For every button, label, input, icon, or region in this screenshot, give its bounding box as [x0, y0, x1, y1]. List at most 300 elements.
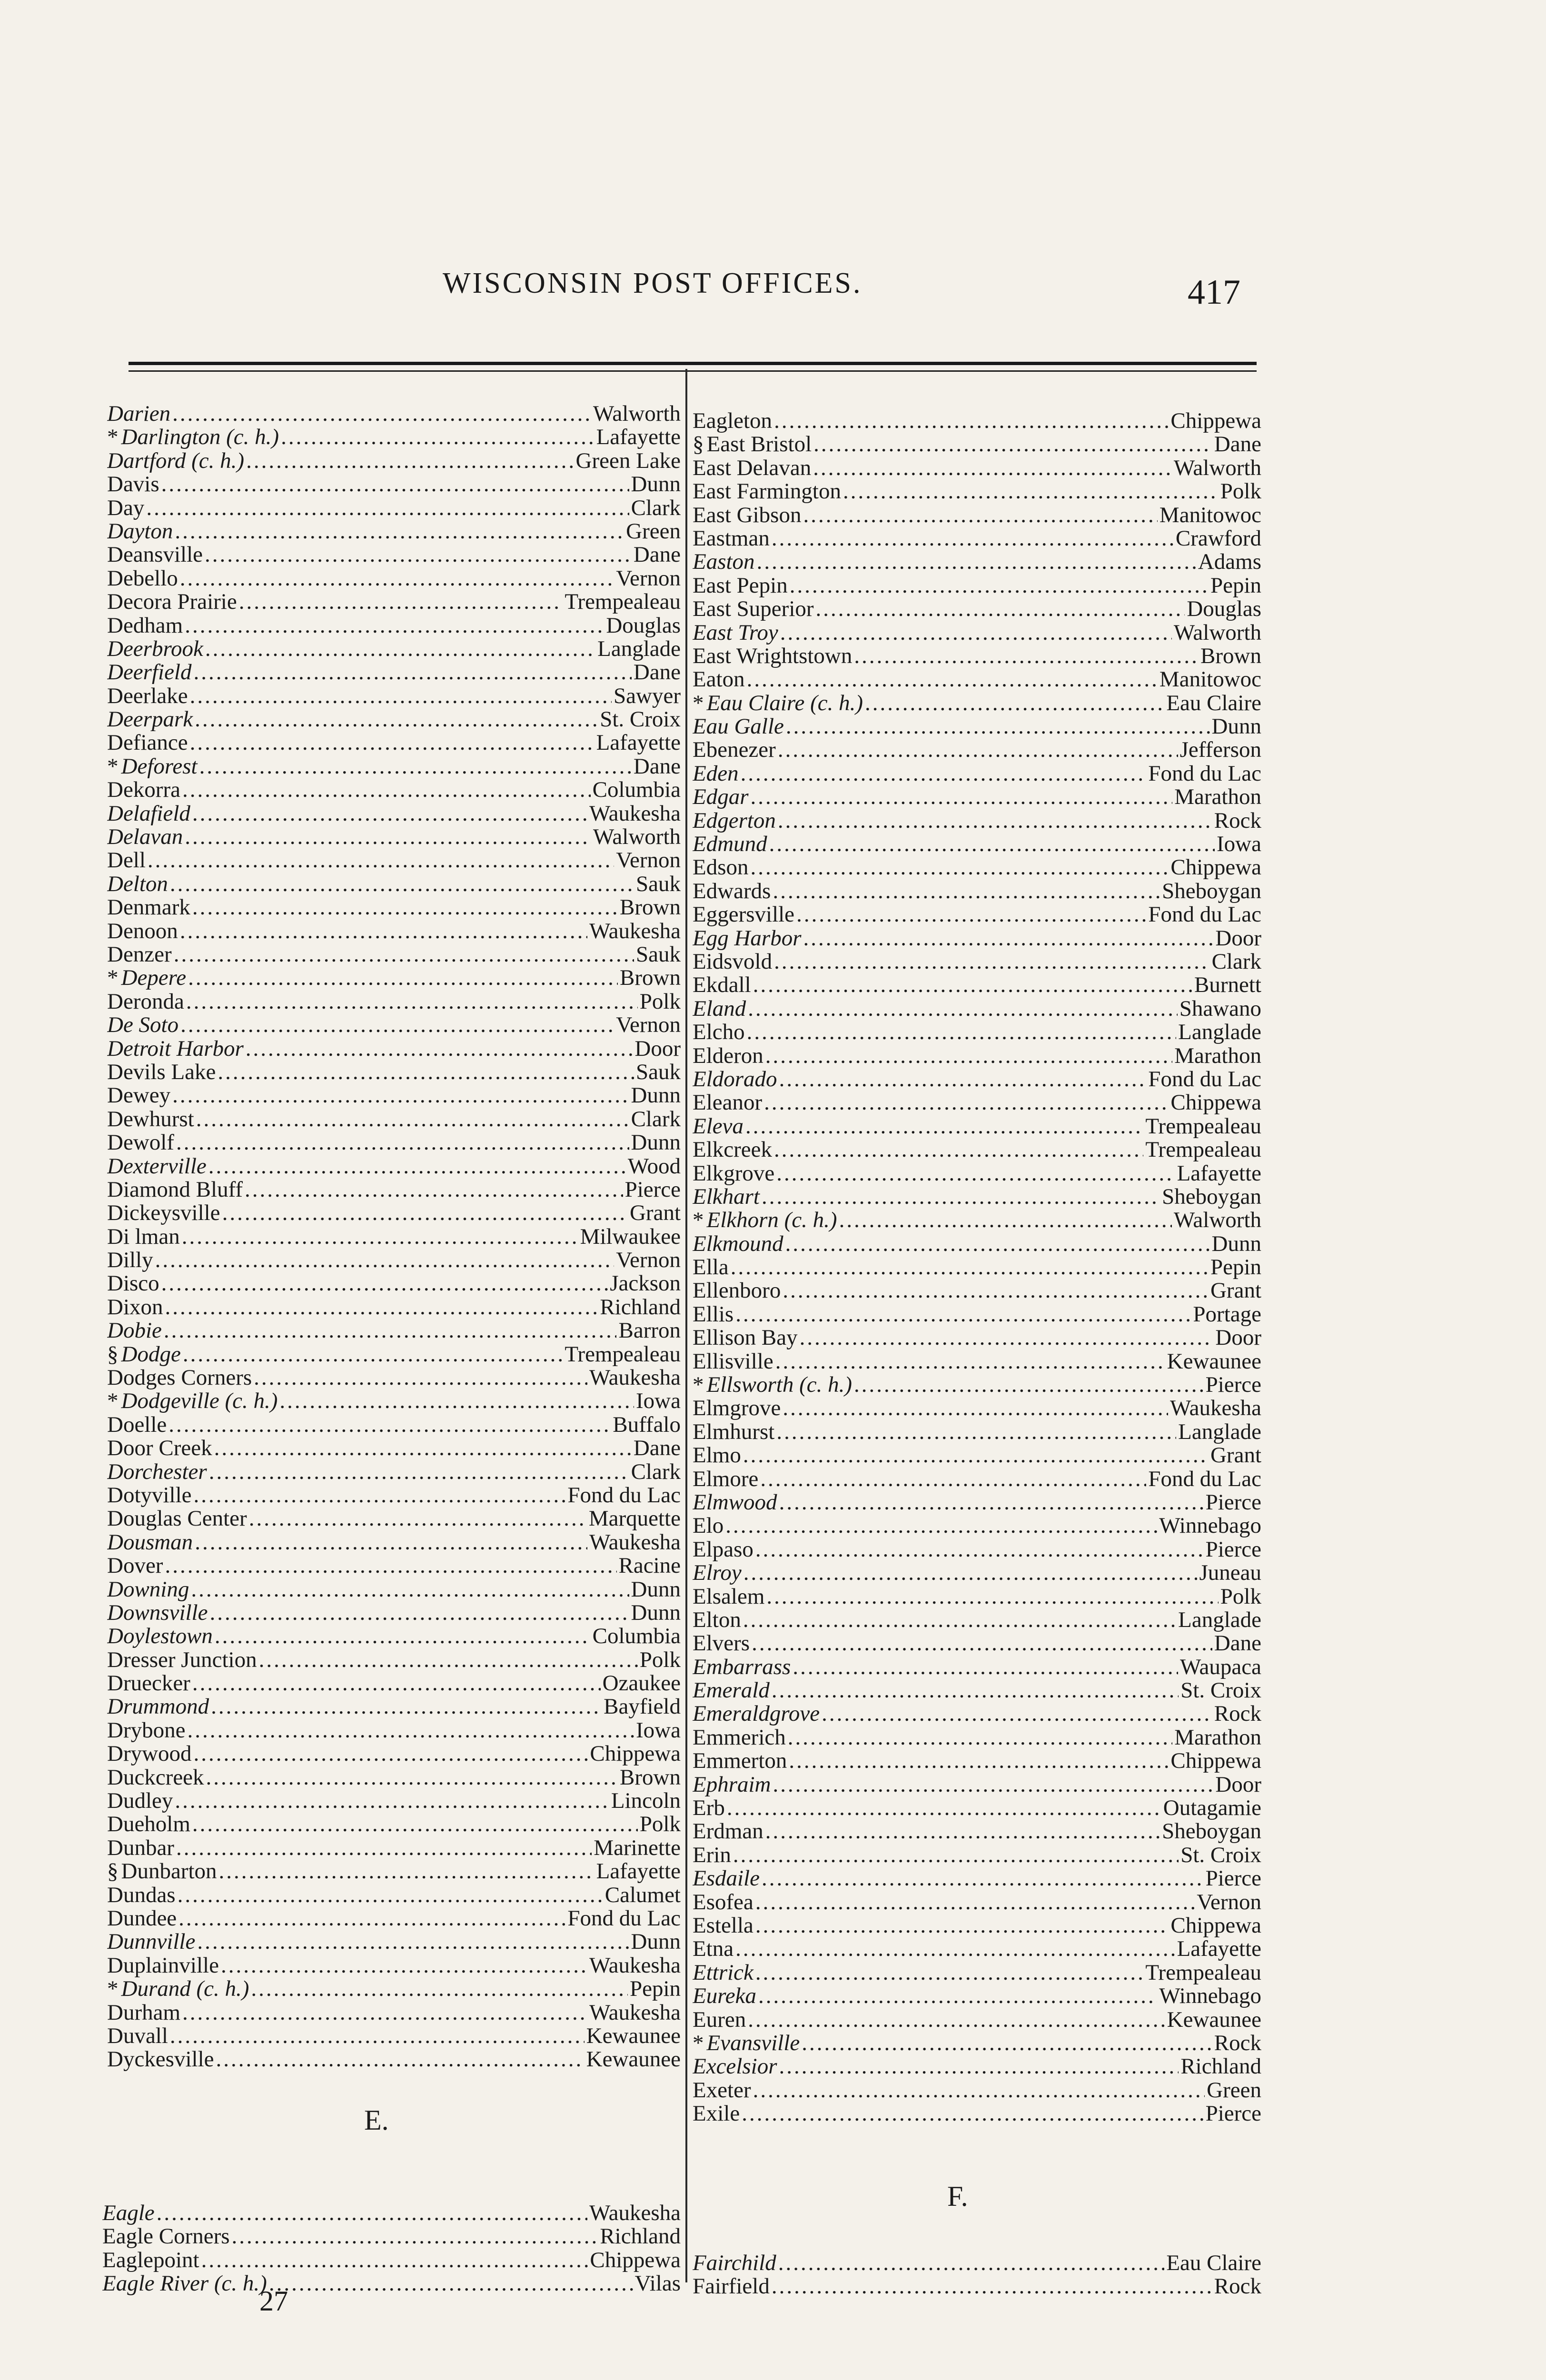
post-office-entry: [102, 2225, 681, 2248]
leader-dots: [793, 1656, 1178, 1679]
leader-dots: [222, 1201, 628, 1225]
leader-dots: [164, 1319, 617, 1342]
county-name: Waukesha: [589, 919, 681, 943]
post-office-name: Edgerton: [693, 809, 776, 833]
post-office-entry: [107, 1648, 681, 1672]
county-name: Pepin: [1210, 1256, 1261, 1279]
leader-dots: [148, 849, 614, 872]
leader-dots: [194, 661, 632, 684]
post-office-name: Edmund: [693, 833, 767, 856]
post-office-entry: [107, 2024, 681, 2048]
county-name: Walworth: [1173, 456, 1261, 480]
post-office-entry: [107, 849, 681, 872]
post-office-name: Door Creek: [107, 1437, 212, 1460]
leader-dots: [843, 480, 1219, 503]
left-column: [107, 402, 681, 2072]
post-office-entry: [693, 550, 1261, 574]
leader-dots: [195, 1531, 587, 1554]
post-office-entry: [107, 1389, 681, 1413]
leader-dots: [772, 2275, 1212, 2298]
post-office-entry: [693, 456, 1261, 480]
post-office-entry: [107, 1366, 681, 1389]
county-name: Marquette: [588, 1507, 681, 1531]
county-name: Manitowoc: [1159, 503, 1261, 527]
post-office-name: Downsville: [107, 1601, 208, 1625]
post-office-entry: [107, 2001, 681, 2024]
leader-dots: [187, 1719, 634, 1742]
post-office-entry: [107, 684, 681, 708]
county-name: Langlade: [1178, 1608, 1261, 1632]
county-name: Grant: [629, 1201, 681, 1225]
entry-marker: §: [107, 1342, 119, 1367]
post-office-entry: [693, 762, 1261, 785]
post-office-entry: [107, 755, 681, 778]
county-name: Rock: [1214, 2031, 1261, 2055]
leader-dots: [216, 2048, 585, 2071]
leader-dots: [785, 1232, 1210, 1256]
leader-dots: [192, 896, 618, 919]
leader-dots: [774, 950, 1209, 973]
leader-dots: [176, 1131, 629, 1154]
leader-dots: [800, 1326, 1214, 1349]
county-name: Buffalo: [613, 1413, 681, 1437]
post-office-name: Evansville: [706, 2031, 800, 2055]
entry-marker: *: [693, 1373, 704, 1397]
county-name: Adams: [1198, 550, 1261, 574]
post-office-entry: [107, 449, 681, 473]
post-office-name: Decora Prairie: [107, 590, 237, 614]
county-name: Fond du Lac: [567, 1483, 681, 1507]
entry-marker: *: [107, 1977, 119, 2001]
county-name: Polk: [639, 1813, 681, 1836]
post-office-name: Durham: [107, 2001, 181, 2024]
county-name: Wood: [627, 1154, 681, 1178]
leader-dots: [747, 1021, 1177, 1044]
post-office-name: Emmerton: [693, 1749, 787, 1773]
leader-dots: [839, 1209, 1172, 1232]
leader-dots: [742, 2102, 1203, 2125]
post-office-name: Dickeysville: [107, 1201, 220, 1225]
county-name: Kewaunee: [1167, 1349, 1261, 1374]
post-office-name: Eureka: [693, 1984, 756, 2008]
right-column: [693, 409, 1261, 2126]
post-office-name: Eau Galle: [693, 715, 784, 739]
county-name: Lafayette: [596, 426, 681, 449]
post-office-entry: [107, 708, 681, 731]
leader-dots: [178, 1884, 603, 1907]
post-office-name: Day: [107, 496, 145, 520]
county-name: St. Croix: [1180, 1843, 1261, 1867]
county-name: Dane: [1214, 1632, 1261, 1656]
post-office-entry: [693, 1961, 1261, 1984]
post-office-name: East Wrightstown: [693, 644, 852, 668]
post-office-name: Deansville: [107, 543, 203, 567]
leader-dots: [219, 1860, 595, 1883]
leader-dots: [208, 1155, 626, 1178]
post-office-entry: [693, 1914, 1261, 1937]
post-office-name: Dewolf: [107, 1131, 174, 1155]
post-office-entry: [102, 2202, 681, 2225]
leader-dots: [146, 496, 629, 520]
e-section-entries: [102, 2202, 681, 2296]
leader-dots: [195, 708, 598, 731]
post-office-name: Detroit Harbor: [107, 1037, 244, 1061]
post-office-entry: [693, 2079, 1261, 2102]
leader-dots: [774, 1138, 1143, 1161]
post-office-name: Ellison Bay: [693, 1326, 798, 1350]
post-office-name: Delafield: [107, 802, 190, 826]
county-name: Green: [626, 519, 681, 544]
county-name: Calumet: [605, 1883, 681, 1907]
post-office-name: Druecker: [107, 1672, 190, 1696]
post-office-entry: [693, 1397, 1261, 1420]
leader-dots: [214, 1437, 632, 1460]
leader-dots: [254, 1366, 587, 1389]
post-office-name: Elsalem: [693, 1585, 765, 1608]
leader-dots: [221, 1954, 587, 1977]
county-name: Green Lake: [575, 449, 681, 473]
entry-marker: *: [107, 754, 119, 779]
post-office-entry: [693, 1185, 1261, 1209]
post-office-entry: [693, 1820, 1261, 1843]
post-office-name: Euren: [693, 2008, 746, 2032]
leader-dots: [816, 597, 1185, 621]
leader-dots: [245, 1178, 623, 1201]
leader-dots: [796, 903, 1146, 926]
post-office-entry: [107, 661, 681, 684]
county-name: Pierce: [1205, 2102, 1261, 2126]
post-office-name: Deerfield: [107, 661, 192, 684]
post-office-name: Deerpark: [107, 708, 193, 732]
post-office-entry: [693, 2008, 1261, 2032]
post-office-entry: [107, 1954, 681, 1977]
post-office-name: Eagleton: [693, 409, 773, 433]
county-name: Clark: [631, 496, 681, 520]
county-name: Burnett: [1194, 973, 1261, 997]
leader-dots: [755, 1961, 1143, 1984]
post-office-entry: [693, 1138, 1261, 1161]
post-office-name: Ebenezer: [693, 738, 776, 762]
post-office-name: Fairfield: [693, 2275, 770, 2299]
post-office-entry: [107, 1319, 681, 1342]
county-name: Walworth: [1173, 621, 1261, 645]
post-office-entry: [693, 1867, 1261, 1890]
county-name: Jefferson: [1179, 738, 1261, 762]
county-name: Dunn: [631, 1131, 681, 1155]
county-name: Dane: [633, 1437, 681, 1460]
leader-dots: [209, 1601, 629, 1625]
county-name: Rock: [1214, 1702, 1261, 1726]
post-office-entry: [107, 1695, 681, 1718]
post-office-entry: [107, 1977, 681, 2001]
post-office-entry: [693, 504, 1261, 527]
county-name: Waukesha: [1170, 1397, 1261, 1420]
post-office-name: Ettrick: [693, 1961, 753, 1985]
leader-dots: [190, 684, 612, 708]
county-name: Dane: [633, 754, 681, 779]
post-office-entry: [693, 1585, 1261, 1608]
post-office-name: Egg Harbor: [693, 926, 802, 950]
post-office-name: Elmo: [693, 1444, 741, 1468]
post-office-name: Delton: [107, 872, 168, 896]
leader-dots: [822, 1702, 1212, 1726]
leader-dots: [776, 1162, 1175, 1185]
county-name: Milwaukee: [580, 1225, 681, 1249]
post-office-entry: [107, 473, 681, 496]
county-name: Langlade: [1178, 1420, 1261, 1444]
entry-marker: §: [693, 433, 704, 456]
county-name: Dane: [633, 543, 681, 567]
post-office-entry: [693, 1561, 1261, 1585]
post-office-entry: [107, 1201, 681, 1225]
leader-dots: [751, 785, 1173, 809]
post-office-name: Devils Lake: [107, 1060, 216, 1084]
post-office-name: Elkhorn (c. h.): [706, 1209, 837, 1232]
post-office-entry: [107, 1930, 681, 1954]
post-office-name: Dobie: [107, 1319, 162, 1343]
leader-dots: [155, 1249, 614, 1272]
post-office-entry: [107, 1225, 681, 1249]
post-office-name: East Bristol: [706, 433, 812, 456]
post-office-name: Dedham: [107, 614, 183, 637]
post-office-entry: [107, 802, 681, 825]
leader-dots: [745, 1115, 1143, 1138]
post-office-name: Darlington (c. h.): [121, 426, 279, 449]
post-office-entry: [693, 1303, 1261, 1326]
county-name: Crawford: [1175, 526, 1261, 551]
post-office-name: Drummond: [107, 1695, 209, 1719]
post-office-name: Duplainville: [107, 1954, 219, 1978]
header-rule-thin: [129, 370, 1257, 372]
post-office-entry: [107, 1249, 681, 1272]
leader-dots: [201, 2249, 588, 2272]
post-office-name: East Farmington: [693, 480, 841, 504]
post-office-entry: [693, 1021, 1261, 1044]
county-name: Richland: [600, 2225, 681, 2249]
leader-dots: [802, 2032, 1212, 2055]
post-office-entry: [693, 738, 1261, 762]
county-name: Door: [1215, 926, 1261, 950]
county-name: Dane: [633, 661, 681, 684]
leader-dots: [259, 1648, 638, 1672]
county-name: Vernon: [616, 1249, 681, 1272]
post-office-entry: [693, 1679, 1261, 1702]
post-office-name: Esdaile: [693, 1867, 760, 1891]
county-name: Vernon: [616, 566, 681, 591]
post-office-name: Denoon: [107, 919, 178, 943]
column-divider: [685, 369, 687, 2282]
page-number: 417: [1188, 273, 1240, 312]
county-name: Pepin: [629, 1977, 681, 2001]
county-name: Dunn: [631, 473, 681, 496]
post-office-name: Dover: [107, 1554, 163, 1578]
county-name: Trempealeau: [565, 590, 681, 614]
post-office-name: Elpaso: [693, 1537, 753, 1562]
county-name: Polk: [1220, 480, 1261, 504]
county-name: Walworth: [593, 402, 681, 426]
f-section-entries: [693, 2251, 1261, 2299]
post-office-name: Dexterville: [107, 1154, 207, 1178]
post-office-name: Elkmound: [693, 1232, 783, 1256]
county-name: Lafayette: [596, 1860, 681, 1884]
leader-dots: [776, 1420, 1176, 1444]
post-office-name: Duvall: [107, 2024, 168, 2048]
county-name: Eau Claire: [1166, 2251, 1261, 2275]
post-office-entry: [693, 715, 1261, 738]
post-office-name: Disco: [107, 1272, 159, 1296]
county-name: Clark: [631, 1107, 681, 1131]
post-office-name: Delavan: [107, 825, 183, 849]
leader-dots: [191, 1578, 629, 1601]
leader-dots: [249, 1507, 587, 1530]
county-name: Dunn: [631, 1601, 681, 1625]
post-office-entry: [693, 1256, 1261, 1279]
post-office-entry: [107, 990, 681, 1013]
post-office-entry: [693, 1514, 1261, 1537]
post-office-name: Deerbrook: [107, 637, 203, 661]
leader-dots: [786, 715, 1210, 738]
post-office-name: Elmore: [693, 1467, 759, 1491]
post-office-entry: [693, 1773, 1261, 1796]
post-office-entry: [693, 1279, 1261, 1302]
post-office-entry: [107, 1084, 681, 1107]
post-office-name: Fairchild: [693, 2251, 776, 2275]
county-name: St. Croix: [1180, 1679, 1261, 1703]
post-office-name: Emmerich: [693, 1726, 786, 1750]
leader-dots: [762, 1185, 1160, 1209]
post-office-name: Ellisville: [693, 1349, 773, 1374]
post-office-entry: [693, 833, 1261, 856]
post-office-entry: [107, 896, 681, 919]
post-office-name: Deerlake: [107, 684, 188, 708]
county-name: Fond du Lac: [1148, 762, 1261, 786]
leader-dots: [748, 2008, 1165, 2032]
post-office-entry: [693, 668, 1261, 691]
county-name: Grant: [1210, 1279, 1261, 1303]
leader-dots: [778, 738, 1178, 762]
post-office-entry: [107, 426, 681, 449]
county-name: Trempealeau: [1145, 1114, 1261, 1139]
county-name: Kewaunee: [586, 2024, 681, 2048]
leader-dots: [725, 1514, 1157, 1537]
leader-dots: [758, 1984, 1157, 2008]
entry-marker: *: [693, 1209, 704, 1232]
county-name: Sauk: [636, 872, 681, 896]
leader-dots: [218, 1061, 634, 1084]
post-office-name: Depere: [121, 966, 187, 990]
county-name: Dunn: [631, 1930, 681, 1954]
post-office-entry: [107, 1155, 681, 1178]
post-office-entry: [693, 480, 1261, 503]
post-office-entry: [107, 1860, 681, 1883]
post-office-name: Dewey: [107, 1084, 171, 1108]
post-office-name: Dodge: [121, 1342, 181, 1367]
post-office-name: Eagle River (c. h.): [102, 2272, 267, 2296]
post-office-entry: [693, 809, 1261, 833]
post-office-entry: [693, 1538, 1261, 1561]
post-office-entry: [693, 1702, 1261, 1726]
post-office-name: Ekdall: [693, 973, 751, 997]
leader-dots: [183, 1343, 563, 1366]
county-name: Sawyer: [614, 684, 681, 708]
county-name: Sheboygan: [1162, 1820, 1261, 1844]
county-name: Door: [1215, 1773, 1261, 1797]
post-office-name: Elkgrove: [693, 1161, 775, 1185]
county-name: Walworth: [593, 825, 681, 849]
post-office-entry: [693, 2275, 1261, 2298]
post-office-name: Dewhurst: [107, 1107, 194, 1131]
county-name: Pepin: [1210, 574, 1261, 598]
post-office-entry: [693, 527, 1261, 550]
post-office-name: Dousman: [107, 1530, 193, 1555]
post-office-name: Eland: [693, 997, 746, 1021]
post-office-entry: [107, 1178, 681, 1201]
post-office-name: Elderon: [693, 1044, 763, 1068]
post-office-entry: [107, 966, 681, 990]
county-name: Brown: [620, 896, 681, 920]
post-office-name: Dixon: [107, 1295, 163, 1319]
county-name: Chippewa: [590, 2248, 681, 2272]
section-letter-f: F.: [947, 2181, 968, 2212]
post-office-entry: [107, 825, 681, 849]
county-name: Waukesha: [589, 2001, 681, 2024]
post-office-name: Erdman: [693, 1820, 763, 1844]
county-name: Vernon: [1197, 1890, 1261, 1914]
county-name: Sauk: [636, 1060, 681, 1084]
post-office-entry: [693, 1608, 1261, 1632]
leader-dots: [211, 1695, 602, 1718]
county-name: Dunn: [1211, 715, 1261, 739]
post-office-name: Debello: [107, 566, 178, 591]
post-office-name: Etna: [693, 1937, 734, 1961]
entry-marker: *: [693, 691, 704, 715]
post-office-name: Doelle: [107, 1413, 167, 1437]
post-office-name: Duckcreek: [107, 1765, 204, 1790]
county-name: Racine: [618, 1554, 681, 1578]
post-office-entry: [107, 1625, 681, 1648]
county-name: Marinette: [594, 1836, 681, 1860]
leader-dots: [755, 1891, 1195, 1914]
header-rule-thick: [129, 362, 1257, 365]
county-name: Marathon: [1174, 785, 1261, 809]
post-office-name: Denzer: [107, 942, 172, 967]
leader-dots: [764, 1091, 1169, 1114]
leader-dots: [279, 1389, 634, 1413]
post-office-name: Eden: [693, 762, 739, 786]
leader-dots: [752, 1632, 1212, 1655]
post-office-name: Downing: [107, 1577, 189, 1601]
leader-dots: [157, 2202, 587, 2225]
county-name: Shawano: [1179, 997, 1261, 1021]
county-name: Chippewa: [1170, 409, 1261, 433]
post-office-name: Edson: [693, 856, 749, 880]
county-name: Eau Claire: [1166, 691, 1261, 715]
leader-dots: [196, 1108, 629, 1131]
post-office-entry: [107, 567, 681, 590]
leader-dots: [175, 1789, 609, 1813]
leader-dots: [775, 1350, 1165, 1373]
post-office-name: Eggersville: [693, 903, 795, 927]
county-name: Door: [634, 1037, 681, 1061]
leader-dots: [772, 527, 1174, 550]
county-name: Fond du Lac: [567, 1907, 681, 1931]
county-name: Ozaukee: [602, 1672, 681, 1696]
leader-dots: [194, 1742, 588, 1765]
post-office-name: Di lman: [107, 1225, 180, 1249]
county-name: Chippewa: [1170, 1091, 1261, 1115]
county-name: Fond du Lac: [1148, 903, 1261, 927]
leader-dots: [779, 1491, 1204, 1514]
